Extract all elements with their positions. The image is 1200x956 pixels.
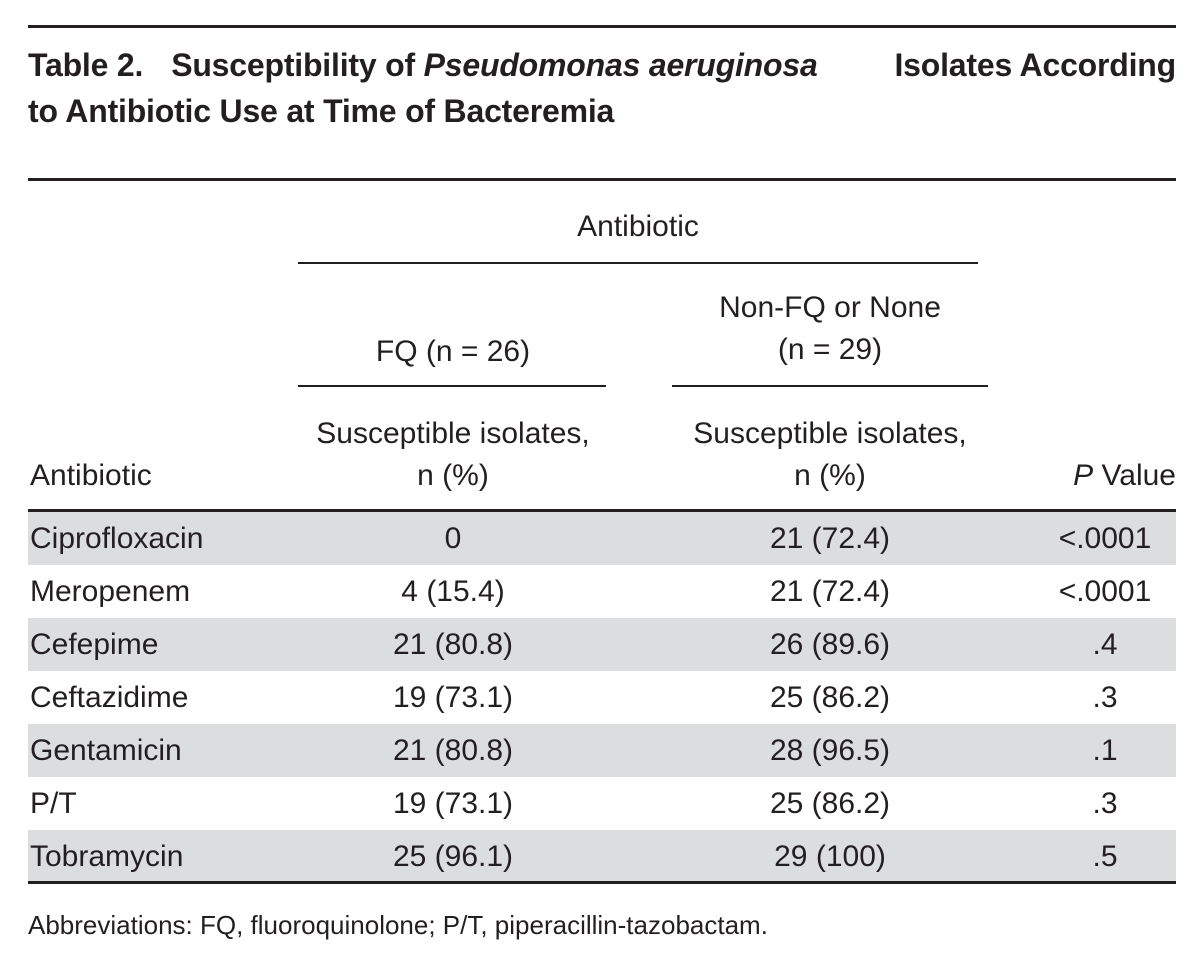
cell-nonfq: 21 (72.4) [769, 575, 891, 608]
cell-p-value: .3 [1092, 681, 1118, 714]
column-header-fq-line1: Susceptible isolates, [316, 417, 590, 450]
cell-nonfq: 28 (96.5) [769, 734, 891, 767]
cell-fq: 0 [444, 522, 462, 555]
cell-fq: 4 (15.4) [401, 575, 505, 608]
group-rule-fq [298, 385, 606, 387]
table-row [28, 777, 1176, 830]
title-line-2: to Antibiotic Use at Time of Bacteremia [28, 93, 615, 129]
table-figure [28, 0, 1176, 956]
cell-fq: 21 (80.8) [392, 628, 514, 661]
cell-nonfq: 25 (86.2) [769, 681, 891, 714]
table-row [28, 830, 1176, 883]
column-header-antibiotic: Antibiotic [30, 459, 152, 492]
group-header-nonfq-line2: (n = 29) [777, 333, 883, 366]
spanner-rule [298, 262, 978, 264]
cell-fq: 25 (96.1) [392, 840, 514, 873]
table-row [28, 512, 1176, 565]
cell-nonfq: 21 (72.4) [769, 522, 891, 555]
title-text-before: Susceptibility of [171, 47, 415, 83]
table-label: Table 2. [28, 47, 144, 83]
column-header-p-rest: Value [1101, 459, 1176, 492]
cell-nonfq: 29 (100) [774, 840, 886, 873]
column-header-p-italic: P [1073, 459, 1094, 492]
table-row [28, 671, 1176, 724]
column-header-fq-line2: n (%) [417, 459, 489, 492]
cell-p-value: .5 [1092, 840, 1118, 873]
group-header-nonfq [672, 287, 988, 371]
column-header-fq [298, 413, 608, 497]
table-top-rule [28, 178, 1176, 181]
cell-p-value: <.0001 [1058, 522, 1152, 555]
cell-p-value: <.0001 [1058, 575, 1152, 608]
column-header-nonfq-line2: n (%) [794, 459, 866, 492]
cell-antibiotic: Meropenem [30, 575, 191, 608]
cell-p-value: .1 [1092, 734, 1118, 767]
table-row [28, 618, 1176, 671]
cell-antibiotic: P/T [30, 787, 77, 820]
table-row [28, 724, 1176, 777]
cell-p-value: .3 [1092, 787, 1118, 820]
top-rule [28, 25, 1176, 28]
cell-antibiotic: Gentamicin [30, 734, 182, 767]
column-header-nonfq-line1: Susceptible isolates, [693, 417, 967, 450]
cell-antibiotic: Cefepime [30, 628, 159, 661]
cell-fq: 19 (73.1) [392, 681, 514, 714]
cell-nonfq: 26 (89.6) [769, 628, 891, 661]
title-organism: Pseudomonas aeruginosa [423, 47, 818, 83]
cell-nonfq: 25 (86.2) [769, 787, 891, 820]
column-header-nonfq [672, 413, 988, 497]
spanner-header: Antibiotic [577, 210, 699, 243]
cell-fq: 21 (80.8) [392, 734, 514, 767]
table-bottom-rule [28, 881, 1176, 884]
column-header-p-value [1032, 455, 1176, 497]
table-footnote: Abbreviations: FQ, fluoroquinolone; P/T, piperacillin-tazobactam. [28, 910, 768, 940]
cell-antibiotic: Tobramycin [30, 840, 184, 873]
cell-antibiotic: Ciprofloxacin [30, 522, 204, 555]
table-title [28, 42, 1176, 134]
title-text-after: Isolates According [894, 47, 1176, 83]
table-row [28, 565, 1176, 618]
cell-antibiotic: Ceftazidime [30, 681, 189, 714]
cell-fq: 19 (73.1) [392, 787, 514, 820]
group-header-fq: FQ (n = 26) [375, 335, 531, 368]
title-line-1 [28, 42, 1176, 88]
cell-p-value: .4 [1092, 628, 1118, 661]
group-header-nonfq-line1: Non-FQ or None [719, 291, 941, 324]
group-rule-nonfq [672, 385, 988, 387]
